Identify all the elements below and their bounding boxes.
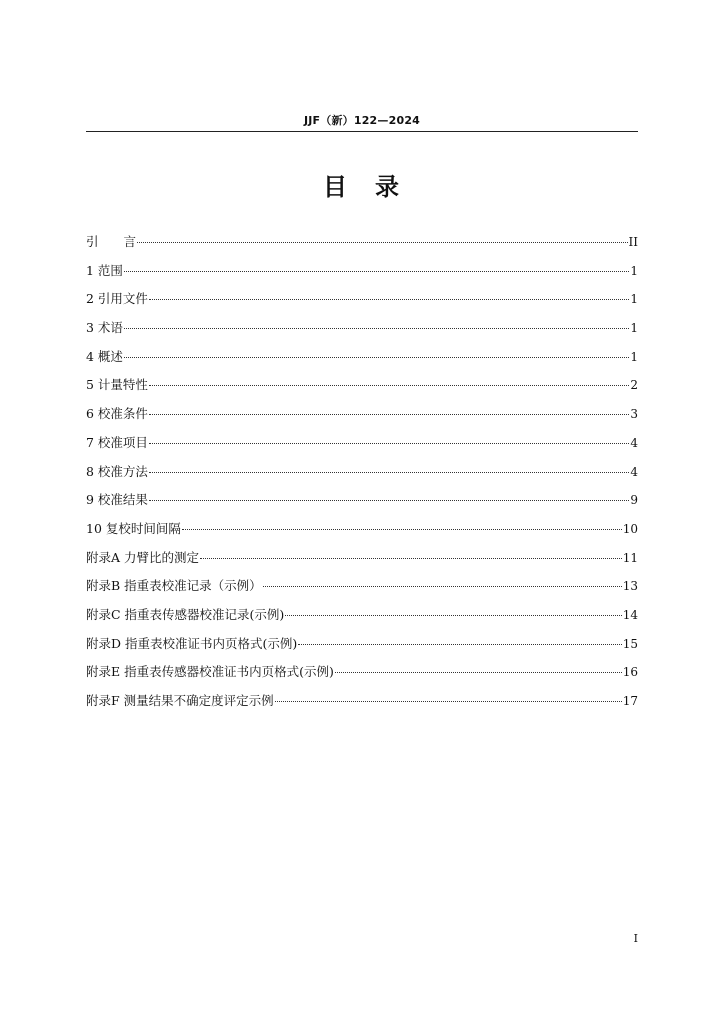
toc-entry-appendix-a[interactable] xyxy=(86,546,638,575)
dot-leader xyxy=(275,701,622,702)
toc-entry-calibration-items[interactable] xyxy=(86,431,638,460)
toc-entry-calibration-results[interactable] xyxy=(86,488,638,517)
toc-entry-overview[interactable] xyxy=(86,345,638,374)
toc-entry-page: 9 xyxy=(630,493,638,508)
dot-leader xyxy=(149,500,629,501)
dot-leader xyxy=(124,271,629,272)
toc-entry-label: 附录A 力臂比的测定 xyxy=(86,549,200,565)
dot-leader xyxy=(124,357,629,358)
toc-entry-appendix-b[interactable] xyxy=(86,574,638,603)
toc-entry-scope[interactable] xyxy=(86,259,638,288)
dot-leader xyxy=(149,443,629,444)
dot-leader xyxy=(182,529,622,530)
dot-leader xyxy=(149,385,629,386)
toc-entry-appendix-f[interactable] xyxy=(86,689,638,718)
toc-entry-label: 7 校准项目 xyxy=(86,434,148,450)
toc-entry-label: 1 范围 xyxy=(86,262,123,278)
toc-entry-foreword[interactable] xyxy=(86,230,638,259)
toc-entry-page: 4 xyxy=(630,435,638,450)
toc-entry-terms[interactable] xyxy=(86,316,638,345)
dot-leader xyxy=(335,672,622,673)
toc-entry-page: 15 xyxy=(622,636,638,651)
toc-entry-label: 10 复校时间间隔 xyxy=(86,520,181,536)
toc-entry-page: II xyxy=(628,235,638,249)
dot-leader xyxy=(137,242,628,243)
toc-entry-calibration-conditions[interactable] xyxy=(86,402,638,431)
dot-leader xyxy=(149,299,629,300)
toc-entry-page: 11 xyxy=(622,550,638,565)
dot-leader xyxy=(200,558,622,559)
toc-entry-page: 4 xyxy=(630,464,638,479)
toc-entry-label: 附录D 指重表校准证书内页格式(示例) xyxy=(86,635,298,651)
toc-entry-label: 引 言 xyxy=(86,234,137,249)
toc-entry-page: 13 xyxy=(622,579,638,594)
toc-entry-page: 16 xyxy=(622,665,638,680)
document-header: JJF（新）122—2024 xyxy=(303,114,421,127)
dot-leader xyxy=(298,644,621,645)
toc-entry-calibration-methods[interactable] xyxy=(86,460,638,489)
toc-entry-label: 3 术语 xyxy=(86,320,123,336)
toc-entry-page: 3 xyxy=(630,407,638,422)
page-title: 目 录 xyxy=(323,173,401,201)
toc-entry-appendix-d[interactable] xyxy=(86,632,638,661)
dot-leader xyxy=(124,328,629,329)
toc-entry-appendix-c[interactable] xyxy=(86,603,638,632)
toc-entry-label: 9 校准结果 xyxy=(86,492,148,508)
toc-entry-label: 附录B 指重表校准记录（示例） xyxy=(86,578,262,594)
toc-entry-label: 4 概述 xyxy=(86,348,123,364)
table-of-contents xyxy=(86,230,638,718)
toc-entry-page: 1 xyxy=(630,321,638,336)
toc-entry-page: 1 xyxy=(630,263,638,278)
header-divider xyxy=(86,131,638,132)
toc-entry-label: 附录F 测量结果不确定度评定示例 xyxy=(86,693,274,708)
toc-entry-label: 6 校准条件 xyxy=(86,406,148,422)
dot-leader xyxy=(149,472,629,473)
page-number: I xyxy=(633,932,638,945)
toc-entry-label: 8 校准方法 xyxy=(86,463,148,479)
toc-entry-label: 5 计量特性 xyxy=(86,377,148,393)
toc-entry-metrological-characteristics[interactable] xyxy=(86,373,638,402)
dot-leader xyxy=(149,414,629,415)
toc-entry-label: 附录C 指重表传感器校准记录(示例) xyxy=(86,606,285,622)
toc-entry-recalibration-interval[interactable] xyxy=(86,517,638,546)
toc-entry-page: 14 xyxy=(622,607,638,622)
toc-entry-label: 2 引用文件 xyxy=(86,291,148,307)
toc-entry-label: 附录E 指重表传感器校准证书内页格式(示例) xyxy=(86,664,334,680)
toc-entry-references[interactable] xyxy=(86,287,638,316)
toc-entry-page: 2 xyxy=(630,378,638,393)
toc-entry-page: 10 xyxy=(622,521,638,536)
toc-entry-page: 1 xyxy=(630,349,638,364)
toc-entry-page: 17 xyxy=(622,694,638,708)
toc-entry-page: 1 xyxy=(630,292,638,307)
toc-entry-appendix-e[interactable] xyxy=(86,660,638,689)
dot-leader xyxy=(263,586,622,587)
dot-leader xyxy=(285,615,621,616)
